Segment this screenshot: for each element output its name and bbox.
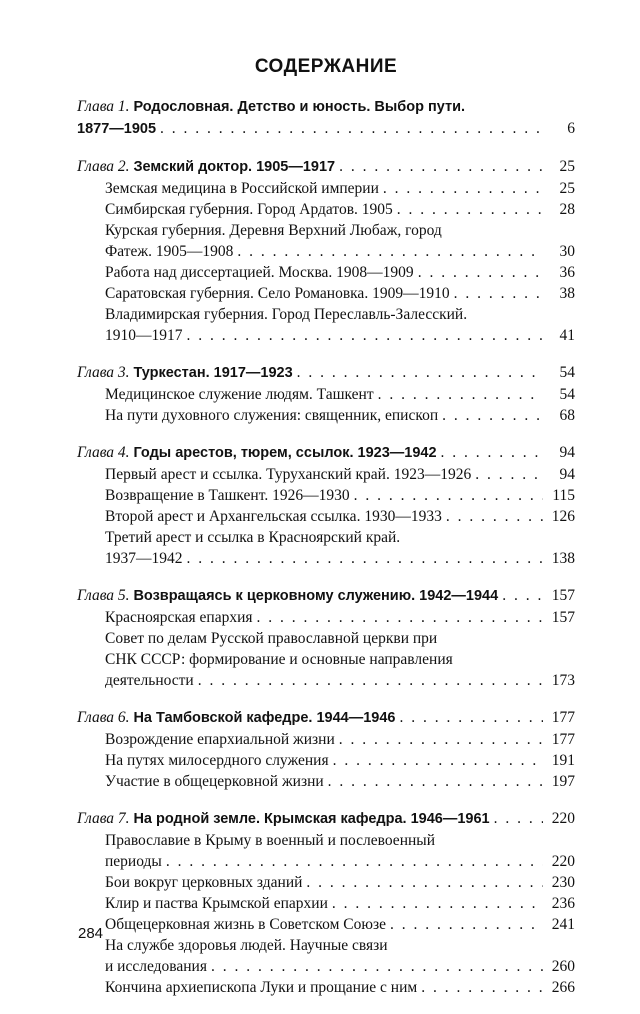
page-ref: 126 — [551, 508, 575, 525]
chapter-line[interactable] — [77, 118, 575, 140]
section-line[interactable] — [77, 325, 575, 346]
section-title: 1910—1917 — [105, 327, 183, 344]
page-ref: 230 — [551, 874, 575, 891]
toc-page — [77, 56, 575, 1014]
chapter-text — [77, 362, 293, 384]
chapter-label: Глава 2. — [77, 158, 130, 175]
section-line[interactable] — [77, 548, 575, 569]
chapter-label: Глава 4. — [77, 444, 130, 461]
section-title: Земская медицина в Российской империи — [105, 180, 379, 197]
dot-leader — [397, 199, 543, 220]
chapter-line[interactable] — [77, 585, 575, 607]
chapter-title: Туркестан. 1917—1923 — [133, 365, 293, 381]
toc-list — [77, 96, 575, 998]
dot-leader — [494, 808, 543, 829]
dot-leader — [475, 464, 543, 485]
page-ref: 25 — [559, 158, 575, 175]
section-line[interactable] — [77, 283, 575, 304]
chapter-line[interactable] — [77, 362, 575, 384]
section-title: Совет по делам Русской православной церкви при — [105, 630, 438, 647]
page-ref: 41 — [559, 327, 575, 344]
dot-leader — [378, 384, 543, 405]
page-ref: 236 — [551, 895, 575, 912]
chapter-title: Возвращаясь к церковному служению. 1942—1944 — [133, 588, 499, 604]
section-title: Фатеж. 1905—1908 — [105, 243, 234, 260]
chapter-line[interactable] — [77, 808, 575, 830]
page-ref: 260 — [551, 958, 575, 975]
section-line[interactable] — [77, 628, 575, 649]
chapter-title: На Тамбовской кафедре. 1944—1946 — [133, 710, 396, 726]
chapter-text — [77, 585, 498, 607]
page-ref: 220 — [551, 810, 575, 827]
section-title: Клир и паства Крымской епархии — [105, 895, 328, 912]
section-title: периоды — [105, 853, 162, 870]
page-ref: 38 — [559, 285, 575, 302]
chapter-label: Глава 1. — [77, 98, 130, 115]
dot-leader — [441, 442, 543, 463]
section-title: На пути духовного служения: священник, епископ — [105, 407, 439, 424]
chapter-label: Глава 6. — [77, 709, 130, 726]
section-title: Кончина архиепископа Луки и прощание с ним — [105, 979, 418, 996]
section-title: и исследования — [105, 958, 207, 975]
dot-leader — [198, 670, 543, 691]
dot-leader — [257, 607, 543, 628]
dot-leader — [383, 178, 543, 199]
page-ref: 115 — [552, 487, 575, 504]
section-title: Медицинское служение людям. Ташкент — [105, 386, 374, 403]
toc-chapter — [77, 585, 575, 691]
section-title: Второй арест и Архангельская ссылка. 1930—1933 — [105, 508, 442, 525]
page-ref: 94 — [559, 444, 575, 461]
page-ref: 157 — [551, 609, 575, 626]
section-line[interactable] — [77, 771, 575, 792]
section-title: Симбирская губерния. Город Ардатов. 1905 — [105, 201, 393, 218]
page-ref: 30 — [559, 243, 575, 260]
chapter-text — [77, 118, 156, 140]
section-line[interactable] — [77, 220, 575, 241]
section-line[interactable] — [77, 729, 575, 750]
dot-leader — [237, 241, 543, 262]
section-title: Саратовская губерния. Село Романовка. 1909—1910 — [105, 285, 450, 302]
page-ref: 28 — [559, 201, 575, 218]
dot-leader — [502, 585, 543, 606]
section-title: Участие в общецерковной жизни — [105, 773, 324, 790]
section-line[interactable] — [77, 914, 575, 935]
dot-leader — [328, 771, 543, 792]
dot-leader — [166, 851, 543, 872]
page-ref: 68 — [559, 407, 575, 424]
section-title: Первый арест и ссылка. Туруханский край. 1923—1926 — [105, 466, 472, 483]
section-title: Бои вокруг церковных зданий — [105, 874, 303, 891]
dot-leader — [339, 729, 543, 750]
dot-leader — [297, 362, 543, 383]
page-number: 284 — [78, 925, 104, 942]
section-title: деятельности — [105, 672, 194, 689]
chapter-label: Глава 3. — [77, 364, 130, 381]
dot-leader — [332, 893, 543, 914]
dot-leader — [442, 405, 543, 426]
section-line[interactable] — [77, 262, 575, 283]
section-title: На службе здоровья людей. Научные связи — [105, 937, 388, 954]
toc-chapter — [77, 362, 575, 426]
chapter-text — [77, 707, 395, 729]
section-line[interactable] — [77, 893, 575, 914]
chapter-line[interactable] — [77, 96, 575, 118]
section-line[interactable] — [77, 750, 575, 771]
section-line[interactable] — [77, 506, 575, 527]
dot-leader — [418, 262, 543, 283]
section-title: На путях милосердного служения — [105, 752, 329, 769]
chapter-line[interactable] — [77, 442, 575, 464]
chapter-label: Глава 7. — [77, 810, 130, 827]
section-title: Возрождение епархиальной жизни — [105, 731, 335, 748]
section-line[interactable] — [77, 405, 575, 426]
section-line[interactable] — [77, 384, 575, 405]
dot-leader — [339, 156, 543, 177]
toc-chapter — [77, 156, 575, 346]
section-title: 1937—1942 — [105, 550, 183, 567]
dot-leader — [390, 914, 543, 935]
section-line[interactable] — [77, 830, 575, 851]
dot-leader — [399, 707, 543, 728]
chapter-text — [77, 808, 490, 830]
section-title: Красноярская епархия — [105, 609, 253, 626]
section-title: Возвращение в Ташкент. 1926—1930 — [105, 487, 350, 504]
page-ref: 36 — [559, 264, 575, 281]
dot-leader — [454, 283, 543, 304]
dot-leader — [187, 548, 544, 569]
toc-chapter — [77, 707, 575, 792]
chapter-title: Родословная. Детство и юность. Выбор пути. — [133, 99, 466, 115]
section-line[interactable] — [77, 670, 575, 691]
toc-chapter — [77, 808, 575, 998]
page-ref: 177 — [551, 709, 575, 726]
dot-leader — [306, 872, 543, 893]
section-title: Третий арест и ссылка в Красноярский край. — [105, 529, 401, 546]
page-title: СОДЕРЖАНИЕ — [254, 56, 398, 77]
page-ref: 25 — [559, 180, 575, 197]
section-line[interactable] — [77, 977, 575, 998]
toc-chapter — [77, 442, 575, 569]
section-line[interactable] — [77, 872, 575, 893]
section-title: Курская губерния. Деревня Верхний Любаж, город — [105, 222, 442, 239]
section-line[interactable] — [77, 851, 575, 872]
page-ref: 54 — [559, 386, 575, 403]
section-title: СНК СССР: формирование и основные направления — [105, 651, 453, 668]
toc-chapter — [77, 96, 575, 140]
chapter-text — [77, 442, 437, 464]
page-ref: 54 — [559, 364, 575, 381]
dot-leader — [211, 956, 543, 977]
chapter-title: На родной земле. Крымская кафедра. 1946—1961 — [133, 811, 490, 827]
dot-leader — [187, 325, 544, 346]
page-ref: 220 — [551, 853, 575, 870]
section-title: Работа над диссертацией. Москва. 1908—1909 — [105, 264, 414, 281]
section-line[interactable] — [77, 527, 575, 548]
section-line[interactable] — [77, 199, 575, 220]
page-ref: 138 — [551, 550, 575, 567]
section-line[interactable] — [77, 607, 575, 628]
dot-leader — [333, 750, 543, 771]
chapter-label: Глава 5. — [77, 587, 130, 604]
dot-leader — [446, 506, 543, 527]
dot-leader — [421, 977, 543, 998]
page-ref: 157 — [551, 587, 575, 604]
section-line[interactable] — [77, 304, 575, 325]
page-ref: 197 — [551, 773, 575, 790]
chapter-line[interactable] — [77, 707, 575, 729]
chapter-text — [77, 156, 335, 178]
page-ref: 177 — [551, 731, 575, 748]
page-ref: 191 — [551, 752, 575, 769]
section-line[interactable] — [77, 178, 575, 199]
section-title: Православие в Крыму в военный и послевоенный — [105, 832, 435, 849]
section-line[interactable] — [77, 464, 575, 485]
chapter-text — [77, 96, 465, 118]
chapter-line[interactable] — [77, 156, 575, 178]
chapter-title: 1877—1905 — [77, 121, 157, 137]
section-title: Владимирская губерния. Город Переславль-Залесский. — [105, 306, 468, 323]
dot-leader — [160, 118, 543, 139]
dot-leader — [354, 485, 543, 506]
section-line[interactable] — [77, 956, 575, 977]
section-title: Общецерковная жизнь в Советском Союзе — [105, 916, 386, 933]
page-ref: 173 — [551, 672, 575, 689]
chapter-title: Земский доктор. 1905—1917 — [133, 159, 336, 175]
section-line[interactable] — [77, 935, 575, 956]
page-ref: 266 — [551, 979, 575, 996]
section-line[interactable] — [77, 649, 575, 670]
section-line[interactable] — [77, 241, 575, 262]
page-ref: 6 — [567, 120, 575, 137]
page-ref: 241 — [551, 916, 575, 933]
section-line[interactable] — [77, 485, 575, 506]
chapter-title: Годы арестов, тюрем, ссылок. 1923—1942 — [133, 445, 437, 461]
page-ref: 94 — [559, 466, 575, 483]
